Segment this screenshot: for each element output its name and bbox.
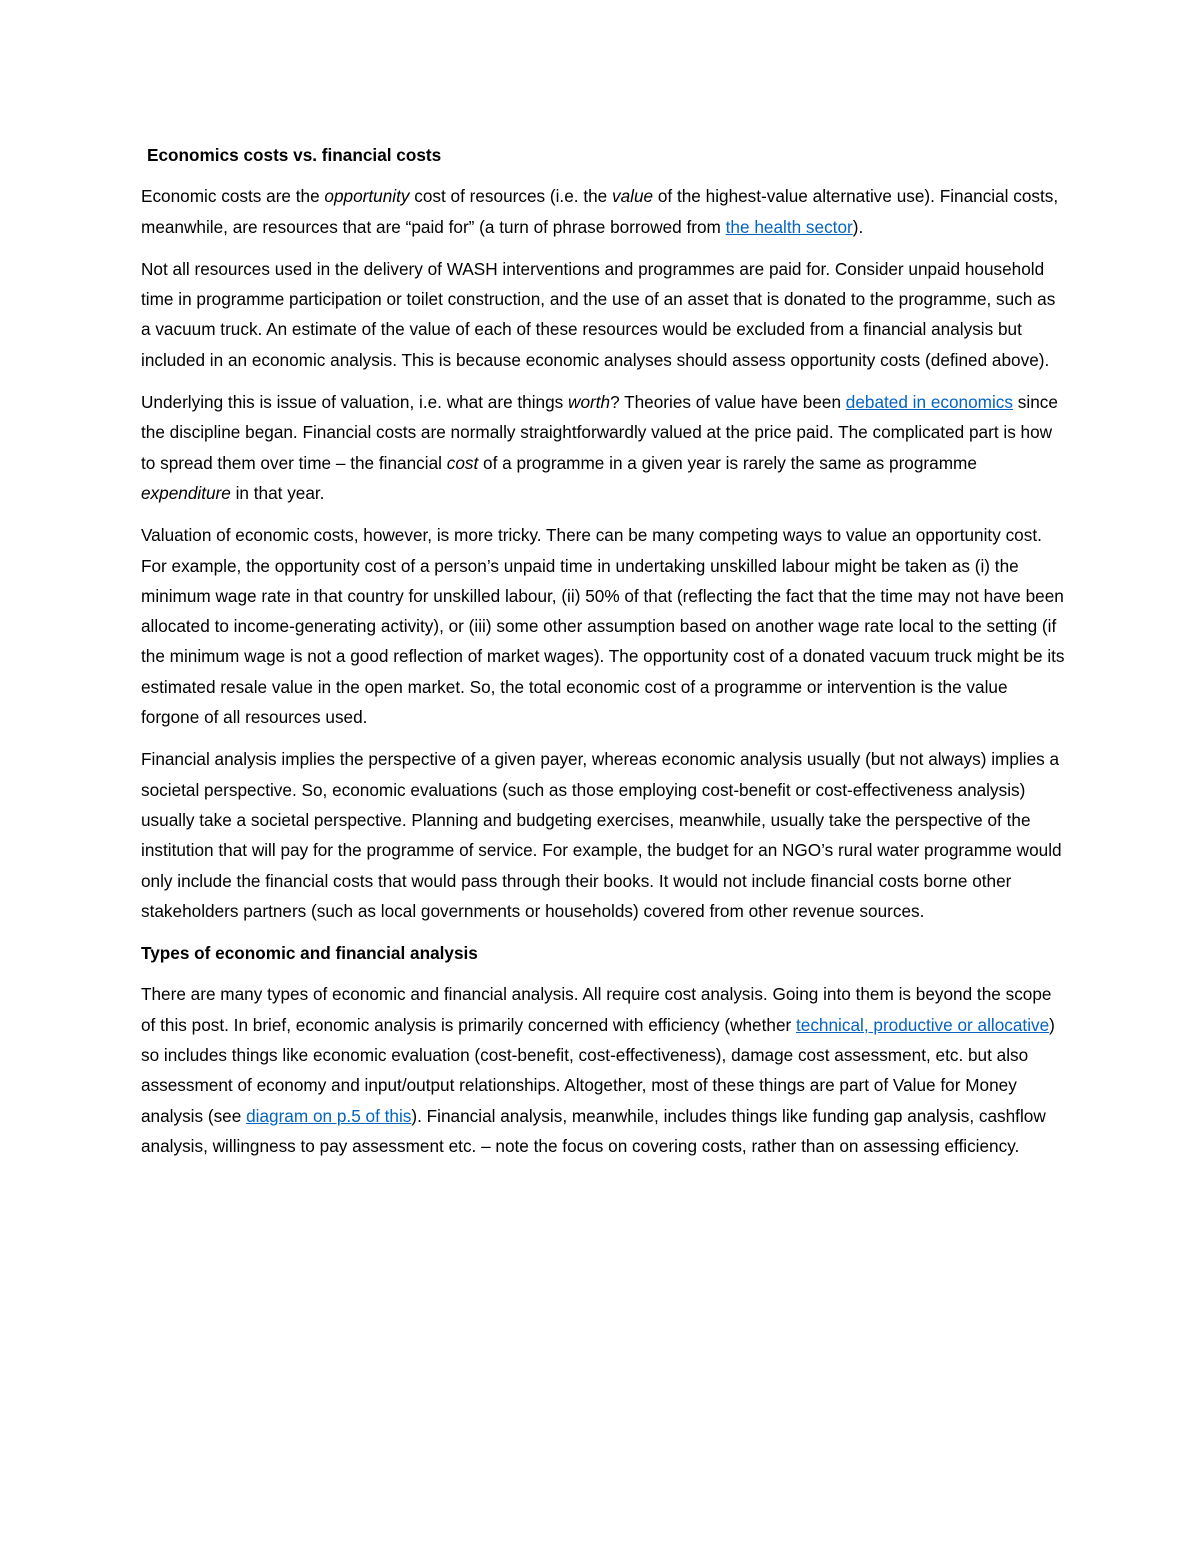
emphasis-value: value [611, 186, 654, 207]
text-run: cost of resources (i.e. the [409, 186, 612, 207]
link-health-sector[interactable]: the health sector [725, 216, 853, 237]
text-run: in that year. [230, 482, 325, 503]
emphasis-opportunity: opportunity [324, 186, 410, 207]
document-page [141, 140, 1066, 1173]
link-debated-in-economics[interactable]: debated in economics [845, 392, 1013, 413]
text-run: ). [852, 216, 864, 237]
section-heading-types: Types of economic and financial analysis [141, 943, 478, 964]
text-run: ). Financial analysis, meanwhile, includes things like funding gap analysis, cashflow analysis, willingness to pay assessment etc. – note the focus on covering costs, rather than on assessing efficiency. [141, 1105, 1046, 1156]
emphasis-worth: worth [568, 392, 611, 413]
text-run: of the highest-value alternative use). Financial costs, meanwhile, are resources that are “paid for” (a turn of phrase borrowed from [141, 186, 1059, 237]
link-technical-productive-allocative[interactable]: technical, productive or allocative [796, 1014, 1050, 1035]
text-run: of a programme in a given year is rarely the same as programme [478, 452, 977, 473]
section-heading-costs: Economics costs vs. financial costs [147, 145, 442, 165]
emphasis-expenditure: expenditure [141, 482, 231, 503]
paragraph-unpaid-resources: Not all resources used in the delivery of WASH interventions and programmes are paid for. Consider unpaid household time in programme participation or toilet construction, and the use of an asset that is donated to the programme, such as a vacuum truck. An estimate of the value of each of these resources would be excluded from a financial analysis but included in an economic analysis. This is because economic analyses should assess opportunity costs (defined above). [141, 258, 1056, 370]
paragraph-perspective: Financial analysis implies the perspective of a given payer, whereas economic analysis usually (but not always) implies a societal perspective. So, economic evaluations (such as those employing cost-benefit or cost-effectiveness analysis) usually take a societal perspective. Planning and budgeting exercises, meanwhile, usually take the perspective of the institution that will pay for the programme of service. For example, the budget for an NGO’s rural water programme would only include the financial costs that would pass through their books. It would not include financial costs borne other stakeholders partners (such as local governments or households) covered from other revenue sources. [141, 749, 1062, 921]
paragraph-economic-vs-financial [141, 181, 1066, 242]
text-run: Economic costs are the [141, 186, 325, 207]
link-diagram-p5[interactable]: diagram on p.5 of this [246, 1105, 412, 1126]
paragraph-valuation-economic-costs: Valuation of economic costs, however, is more tricky. There can be many competing ways to value an opportunity cost. For example, the opportunity cost of a person’s unpaid time in undertaking unskilled labour might be taken as (i) the minimum wage rate in that country for unskilled labour, (ii) 50% of that (reflecting the fact that the time may not have been allocated to income-generating activity), or (iii) some other assumption based on another wage rate local to the setting (if the minimum wage is not a good reflection of market wages). The opportunity cost of a donated vacuum truck might be its estimated resale value in the open market. So, the total economic cost of a programme or intervention is the value forgone of all resources used. [141, 525, 1065, 728]
text-run: Underlying this is issue of valuation, i.e. what are things [141, 392, 569, 413]
emphasis-cost: cost [446, 452, 479, 473]
text-run: There are many types of economic and financial analysis. All require cost analysis. Going into them is beyond the scope of this post. In brief, economic analysis is primarily concerned with efficiency (whether [141, 984, 1052, 1035]
text-run: ? Theories of value have been [610, 392, 846, 413]
paragraph-types-of-analysis [141, 979, 1066, 1161]
text-run: since the discipline began. Financial costs are normally straightforwardly valued at the price paid. The complicated part is how to spread them over time – the financial [141, 392, 1058, 473]
text-run: ) so includes things like economic evaluation (cost-benefit, cost-effectiveness), damage cost assessment, etc. but also assessment of economy and input/output relationships. Altogether, most of these things are part of Value for Money analysis (see [141, 1014, 1055, 1126]
paragraph-valuation [141, 387, 1066, 508]
